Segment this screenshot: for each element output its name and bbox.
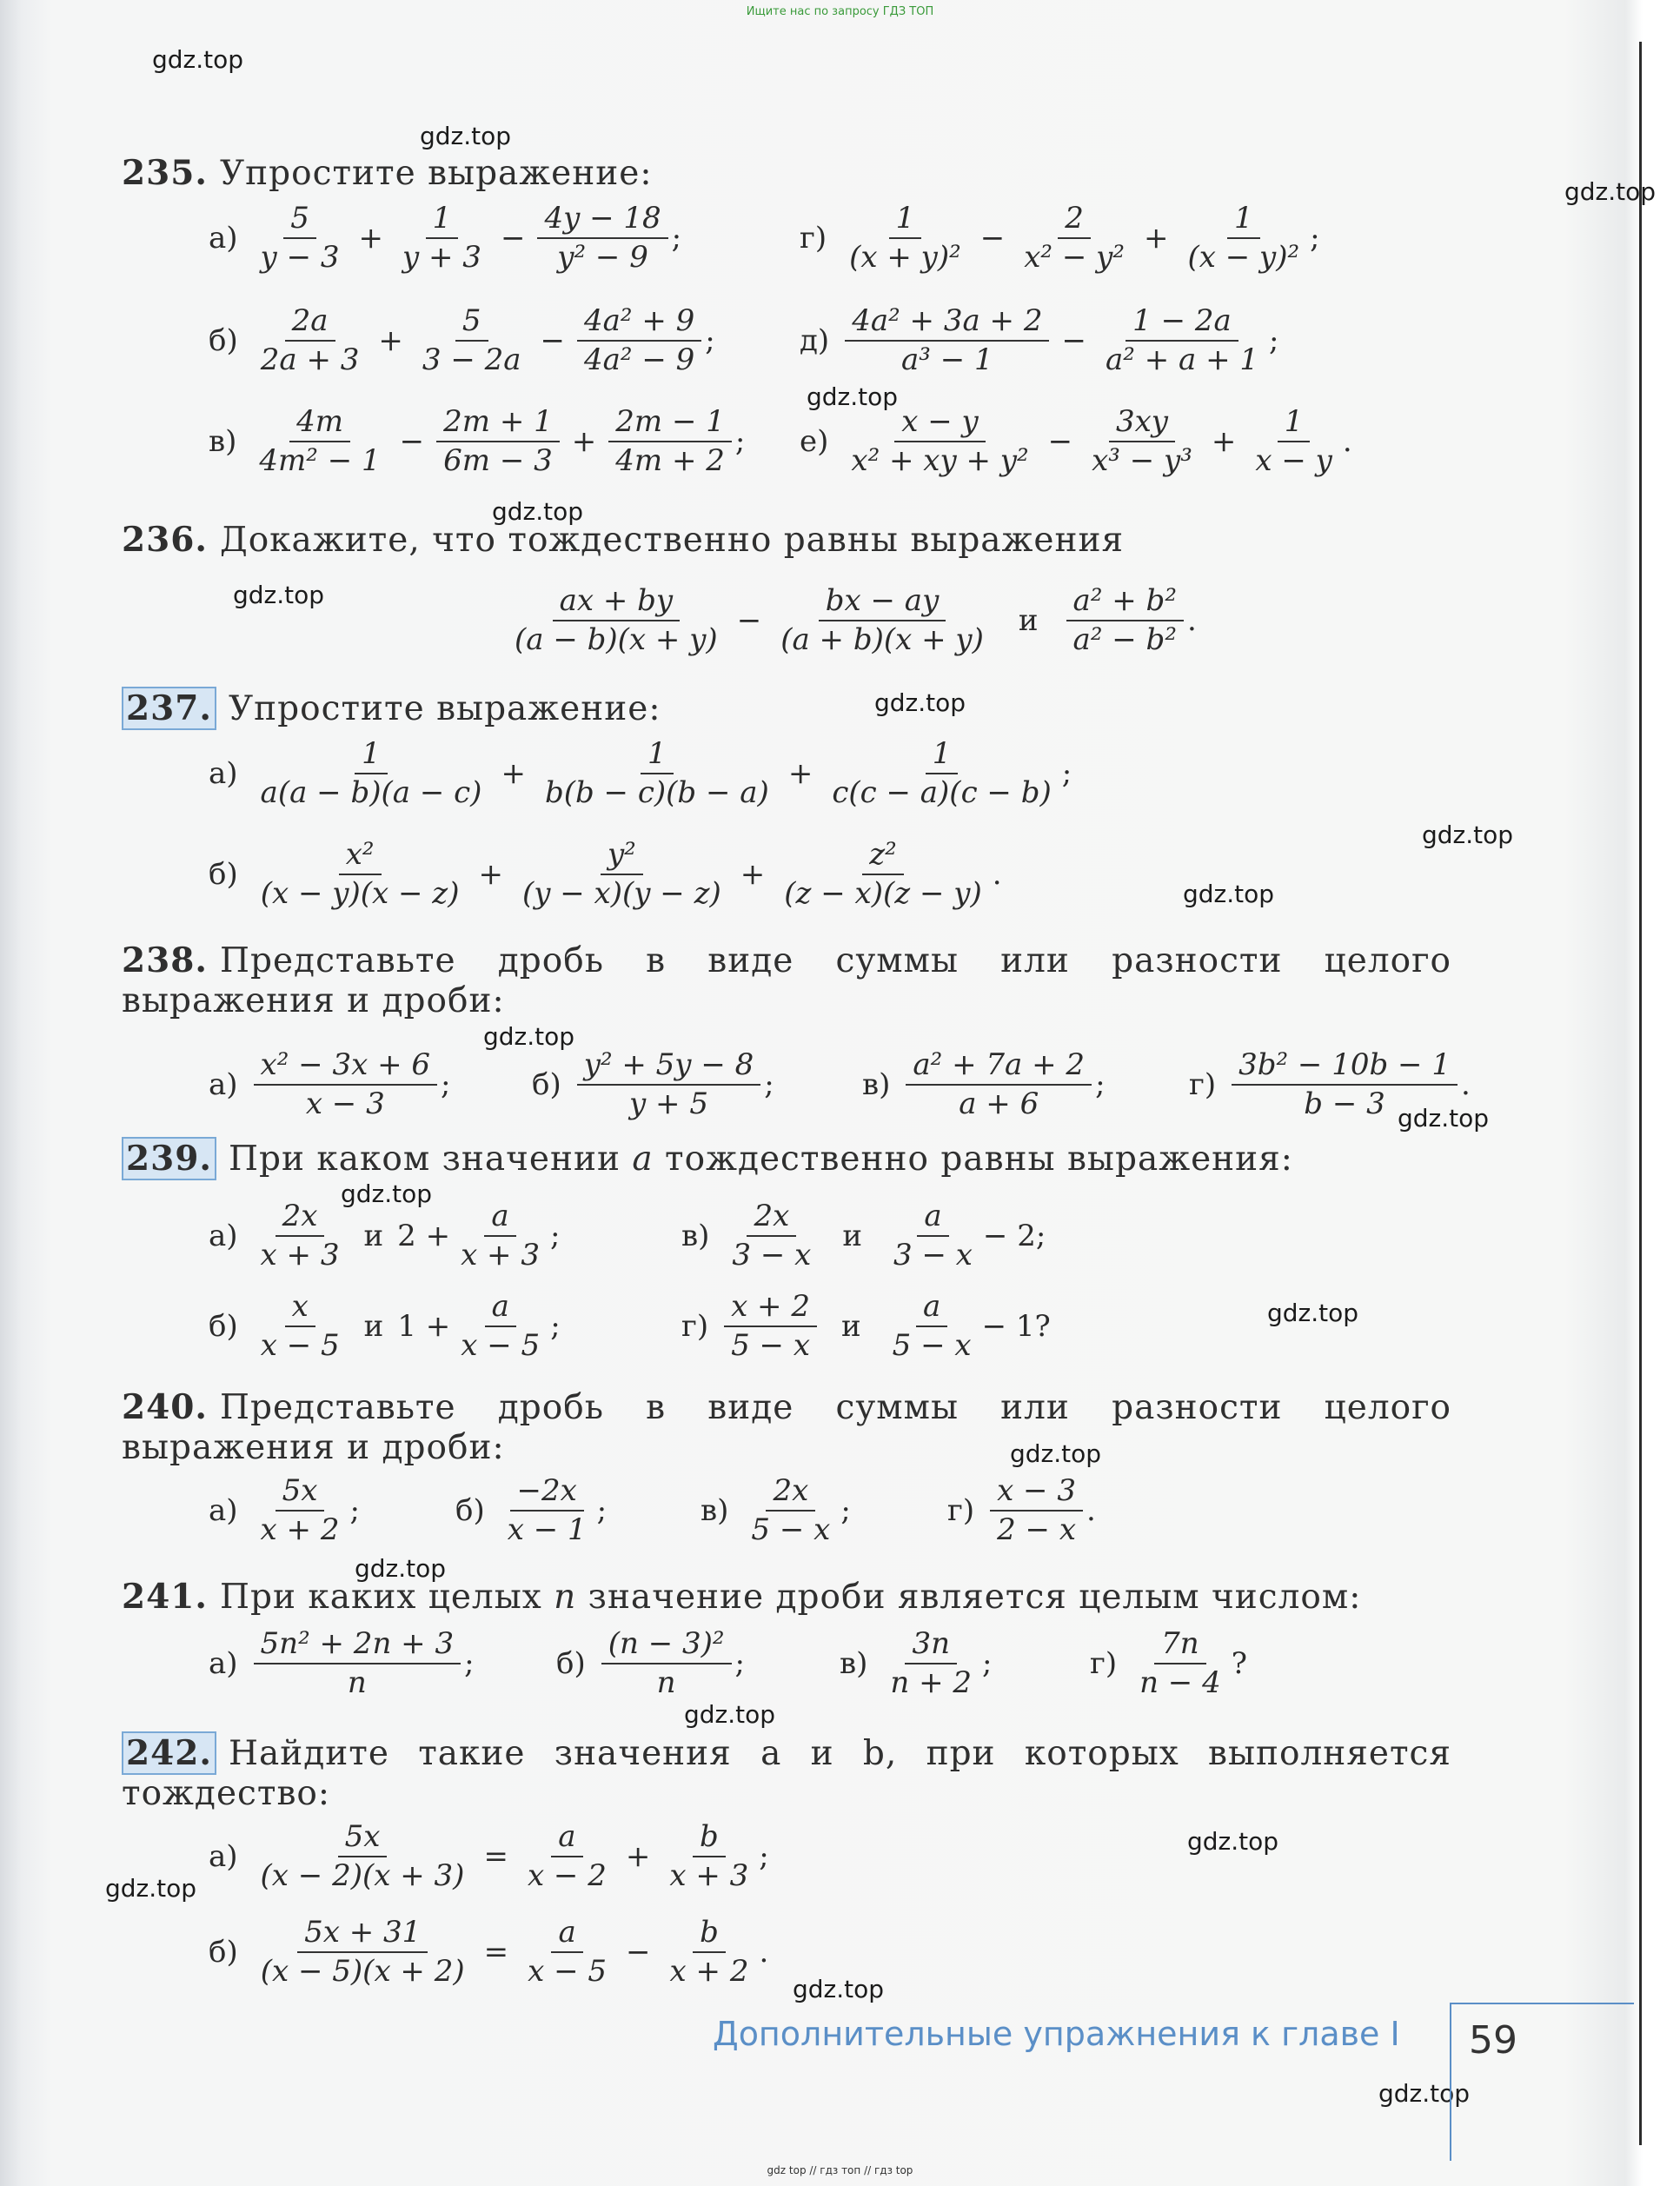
fraction [521,1820,614,1893]
numerator: 3xy [1109,405,1175,442]
problem-235-a: а) $\frac{5}{y - 3}$ + $\frac{1}{y + 3}$ − $\frac{4y - 18}{\text{y² − 9}}$ ; [209,201,682,276]
fraction [725,1199,818,1272]
watermark: gdz.top [355,1554,447,1583]
denominator: a² + a + 1 [1105,342,1258,378]
numerator: x² − 3x + 6 [254,1048,437,1086]
watermark: gdz.top [807,382,899,411]
item-label: в) [701,1493,729,1529]
numerator: a [916,1290,947,1327]
fraction [395,202,488,275]
watermark: gdz.top [1267,1299,1359,1327]
fraction [577,1048,761,1121]
numerator: 1 − 2a [1126,304,1238,342]
numerator: 5n² + 2n + 3 [254,1627,462,1664]
problem-number: 238. [122,940,208,980]
denominator: x³ − y³ [1092,443,1192,479]
watermark: gdz.top [1398,1104,1490,1133]
problem-235-b: б) $\frac{2a}{2a + 3}$ + $\frac{5}{3 - 2a}$ − $\frac{\text{4a² + 9}}{\text{4a² − 9}}$ ; [209,303,715,378]
problem-240-g: г) $\frac{x - 3}{2 - x}$ . [947,1473,1096,1548]
item-label: в) [862,1067,891,1103]
denominator: 5 − x [751,1512,831,1548]
fraction [254,202,347,275]
watermark: gdz.top [1183,880,1275,908]
fraction [1248,405,1339,478]
item-label: а) [209,756,238,792]
denominator: x − 1 [507,1512,587,1548]
fraction [724,1290,817,1363]
item-label: б) [556,1646,586,1682]
fraction [663,1916,756,1989]
fraction [254,737,489,810]
problem-239-a: а) $\frac{2x}{x + 3}$ и 2 + $\frac{a}{x + 3}$ ; [209,1199,561,1273]
problem-238-heading [122,940,1451,1021]
numerator: z² [862,838,904,875]
problem-number: 242. [122,1731,216,1775]
problem-241-g: г) $\frac{7n}{n - 4}$ ? [1090,1626,1247,1701]
numerator: 1 [926,737,959,774]
problem-text: Упростите выражение: [229,689,661,728]
fraction [906,1048,1092,1121]
problem-236-expression: $\frac{ax + by}{(a - b)(x + y)}$ − $\frac{bx - ay}{(a + b)(x + y)}$ и $\frac{\text{a² + b²}}{\text{a² − b²}}$ . [504,584,1197,657]
fraction [254,1290,347,1363]
expression-tail: − 2; [982,1219,1046,1254]
numerator: x − y [894,405,986,442]
fraction [1099,304,1265,377]
fraction [254,1916,472,1989]
fraction [777,838,988,911]
denominator: (x − y)(x − z) [260,876,460,912]
fraction [845,304,1049,377]
item-label: а) [209,1219,238,1254]
problem-240-a: а) $\frac{5x}{x + 2}$ ; [209,1473,360,1548]
numerator: 2m + 1 [436,405,560,442]
problem-number: 236. [122,520,208,560]
numerator: 5x [276,1474,325,1512]
page-number: 59 [1469,2018,1517,2063]
problem-240-v: в) $\frac{2x}{5 - x}$ ; [701,1473,851,1548]
problem-text: Представьте дробь в виде суммы или разности целого выражения и дроби: [122,1388,1451,1467]
denominator: a + 6 [959,1086,1039,1122]
denominator: 2 − x [997,1512,1076,1548]
fraction [254,1048,437,1121]
numerator: a² + b² [1066,584,1184,621]
denominator: (a − b)(x + y) [515,622,718,658]
problem-236-heading [122,520,1451,561]
item-label: б) [455,1493,485,1529]
chapter-footer-title: Дополнительные упражнения к главе I [713,2015,1400,2053]
denominator: (x − 5)(x + 2) [260,1954,465,1990]
problem-242-heading [122,1733,1451,1814]
denominator: a² − b² [1072,622,1177,658]
denominator: 4m + 2 [615,443,725,479]
problem-241-a: а) $\frac{\text{5n² + 2n + 3}}{n}$ ; [209,1626,475,1701]
watermark: gdz.top [793,1975,885,2003]
fraction [1066,584,1184,657]
problem-242-b: б) $\frac{5x + 31}{(x - 5)(x + 2)}$ = $\frac{a}{x - 5}$ − $\frac{b}{x + 2}$ . [209,1915,769,1990]
fraction [608,405,732,478]
fraction [744,1474,837,1547]
denominator: a³ − 1 [901,342,993,378]
fraction [254,1627,462,1700]
fraction [501,1474,594,1547]
numerator: 4m [289,405,350,442]
numerator: (n − 3)² [601,1627,732,1664]
denominator: (x − 2)(x + 3) [260,1858,465,1894]
conjunction: и [363,1309,384,1345]
numerator: 1 [1227,202,1260,239]
fraction [254,1474,347,1547]
fraction [774,584,991,657]
numerator: 5x [338,1820,388,1857]
item-label: б) [209,1309,238,1345]
denominator: x − 2 [527,1858,607,1894]
expression-lead: 1 + [397,1309,451,1345]
watermark: gdz.top [1422,821,1514,849]
fraction [254,304,367,377]
fraction [252,405,387,478]
denominator: x + 2 [260,1512,340,1548]
denominator: b(b − c)(b − a) [544,775,769,811]
numerator: 3b² − 10b − 1 [1232,1048,1458,1086]
denominator: 6m − 3 [443,443,553,479]
watermark: gdz.top [492,497,584,526]
numerator: a [551,1916,582,1953]
fraction [515,838,728,911]
problem-text: При каком значении [229,1140,621,1179]
numerator: x [285,1290,315,1327]
denominator: (z − x)(z − y) [784,876,982,912]
problem-239-g [681,1290,1051,1363]
problem-text: Упростите выражение: [220,154,653,193]
numerator: a² + 7a + 2 [906,1048,1092,1086]
numerator: 2m − 1 [608,405,732,442]
fraction [254,1820,472,1893]
denominator: x + 3 [260,1238,340,1273]
denominator: b − 3 [1304,1086,1385,1122]
expression-tail: − 1? [981,1309,1051,1345]
fraction [1180,202,1306,275]
item-label: а) [209,1067,238,1103]
numerator: 1 [426,202,459,239]
numerator: 2 [1058,202,1091,239]
problem-235-d: д) $\frac{\text{4a² + 3a + 2}}{\text{a³ − 1}}$ − $\frac{1 - 2a}{\text{a² + a + 1}}$ ; [800,303,1279,378]
numerator: 2x [766,1474,815,1512]
variable: n [554,1578,577,1617]
denominator: x − 5 [260,1328,340,1364]
numerator: 4a² + 9 [577,304,701,342]
fraction [454,1290,547,1363]
watermark: gdz.top [1378,2079,1471,2108]
denominator: n − 4 [1139,1665,1221,1701]
problem-number: 237. [122,687,216,730]
item-label: а) [209,221,238,256]
denominator: c(c − a)(c − b) [832,775,1052,811]
problem-237-heading [122,688,1451,729]
denominator: 5 − x [731,1328,810,1364]
watermark: gdz.top [684,1700,776,1729]
problem-235-heading [122,153,1451,194]
denominator: 4m² − 1 [259,443,381,479]
watermark: gdz.top [1187,1827,1279,1856]
denominator: x − 5 [528,1954,608,1990]
item-label: б) [532,1067,561,1103]
numerator: b [693,1916,726,1953]
denominator: 2a + 3 [260,342,360,378]
numerator: 5x + 31 [297,1916,428,1953]
item-label: г) [1090,1646,1118,1682]
denominator: (x − y)² [1187,240,1300,276]
fraction [521,1916,614,1989]
numerator: 5 [455,304,488,342]
problem-240-b: б) $\frac{-2x}{x - 1}$ ; [455,1473,608,1548]
problem-text: При каких целых [220,1578,542,1617]
numerator: ax + by [553,584,681,621]
numerator: a [484,1199,515,1237]
item-label: в) [681,1219,710,1254]
item-label: г) [681,1309,709,1345]
item-label: в) [209,424,237,460]
item-label: а) [209,1646,238,1682]
conjunction: и [1018,603,1039,639]
fraction [990,1474,1083,1547]
numerator: x − 3 [990,1474,1083,1512]
fraction [842,202,968,275]
fraction [1232,1048,1458,1121]
numerator: bx − ay [819,584,946,621]
fraction [662,1820,755,1893]
denominator: 4a² − 9 [584,342,695,378]
problem-235-e: е) $\frac{x - y}{\text{x² + xy + y²}}$ − $\frac{3xy}{\text{x³ − y³}}$ + $\frac{1}{x - y}$ . [800,404,1352,479]
problem-241-b: б) $\frac{\text{(n − 3)²}}{n}$ ; [556,1626,745,1701]
numerator: −2x [510,1474,584,1512]
problem-text: тождественно равны выражения: [665,1140,1293,1179]
item-label: в) [840,1646,868,1682]
denominator: x + 3 [461,1238,540,1273]
denominator: y + 3 [402,240,481,276]
fraction [436,405,560,478]
denominator: (x + y)² [849,240,961,276]
fraction [1085,405,1199,478]
item-label: г) [947,1493,975,1529]
numerator: 5 [283,202,316,239]
numerator: 4a² + 3a + 2 [845,304,1049,342]
conjunction: и [363,1219,384,1254]
fraction [254,838,467,911]
problem-235-v: в) $\frac{4m}{\text{4m² − 1}}$ − $\frac{2m + 1}{6m - 3}$ + $\frac{2m - 1}{4m + 2}$ ; [209,404,746,479]
variable: a [632,1140,654,1179]
fraction [844,405,1035,478]
problem-238-b: б) $\frac{\text{y² + 5y − 8}}{y + 5}$ ; [532,1047,774,1122]
denominator: x − 3 [305,1086,385,1122]
watermark: gdz.top [233,581,325,609]
denominator: x − y [1255,443,1332,479]
watermark: gdz.top [1010,1439,1102,1468]
denominator: n + 2 [890,1665,973,1701]
denominator: n [656,1665,676,1701]
denominator: a(a − b)(a − c) [260,775,482,811]
fraction [825,737,1058,810]
problem-number: 235. [122,153,208,193]
problem-text: Найдите такие значения a и b, при которых выполняется тождество: [122,1734,1451,1813]
footer-note: gdz top // гдз топ // гдз top [767,2164,913,2176]
problem-text: Докажите, что тождественно равны выражения [220,521,1125,560]
denominator: y + 5 [629,1086,708,1122]
numerator: 2a [285,304,335,342]
fraction [415,304,528,377]
numerator: 4y − 18 [537,202,667,239]
problem-text: Представьте дробь в виде суммы или разности целого выражения и дроби: [122,941,1451,1020]
item-label: а) [209,1839,238,1875]
denominator: x² + xy + y² [851,443,1029,479]
header-note: Ищите нас по запросу ГДЗ ТОП [746,5,934,18]
numerator: a [485,1290,516,1327]
watermark: gdz.top [105,1874,197,1903]
fraction [883,1627,979,1700]
problem-number: 241. [122,1577,208,1617]
denominator: x + 2 [669,1954,749,1990]
denominator: x − 5 [461,1328,541,1364]
fraction [454,1199,547,1272]
numerator: x² [339,838,382,875]
denominator: 3 − 2a [422,342,521,378]
denominator: x + 3 [669,1858,749,1894]
problem-238-g: г) $\frac{\text{3b² − 10b − 1}}{b - 3}$ . [1189,1047,1471,1122]
fraction [886,1199,979,1272]
watermark: gdz.top [420,122,512,150]
problem-number: 240. [122,1387,208,1427]
problem-239-heading [122,1139,1451,1179]
conjunction: и [841,1309,861,1345]
numerator: 3n [905,1627,957,1664]
problem-241-v: в) $\frac{3n}{n + 2}$ ; [840,1626,993,1701]
problem-241-heading [122,1577,1451,1618]
item-label: б) [209,857,238,893]
fraction [1132,1627,1228,1700]
numerator: 1 [641,737,674,774]
fraction [508,584,725,657]
numerator: y² [601,838,643,875]
problem-237-a: а) $\frac{1}{a(a - b)(a - c)}$ + $\frac{1}{b(b - c)(b - a)}$ + $\frac{1}{c(c - a)(c - b)}$ ; [209,736,1072,811]
denominator: x² − y² [1024,240,1125,276]
problem-242-a: а) $\frac{5x}{(x - 2)(x + 3)}$ = $\frac{a}{x - 2}$ + $\frac{b}{x + 3}$ ; [209,1819,769,1894]
expression-lead: 2 + [397,1219,451,1254]
numerator: x + 2 [724,1290,817,1327]
problem-235-g: г) $\frac{1}{\text{(x + y)²}}$ − $\frac{2}{\text{x² − y²}}$ + $\frac{1}{\text{(x − y)²}}$ ; [800,201,1320,276]
item-label: е) [800,424,829,460]
page-spine-line [1639,42,1642,2145]
denominator: n [347,1665,367,1701]
watermark: gdz.top [483,1022,575,1051]
watermark: gdz.top [1564,177,1657,206]
denominator: (y − x)(y − z) [521,876,721,912]
denominator: (a + b)(x + y) [780,622,984,658]
problem-238-v: в) $\frac{\text{a² + 7a + 2}}{a + 6}$ ; [862,1047,1106,1122]
numerator: b [693,1820,726,1857]
item-label: г) [800,221,827,256]
problem-number: 239. [122,1137,216,1180]
numerator: a [551,1820,582,1857]
watermark: gdz.top [152,45,244,74]
problem-239-v [681,1199,1046,1272]
fraction [886,1290,979,1363]
problem-240-heading [122,1387,1451,1468]
denominator: 5 − x [892,1328,972,1364]
problem-237-b: б) $\frac{\text{x²}}{(x - y)(x - z)}$ + $\frac{\text{y²}}{(y - x)(y - z)}$ + $\frac{\text{z²}}{(z - x)(z - y)}$ . [209,837,1002,912]
numerator: 2x [276,1199,325,1237]
denominator: 3 − x [893,1238,973,1273]
numerator: 7n [1154,1627,1206,1664]
fraction [538,737,776,810]
fraction [577,304,701,377]
watermark: gdz.top [874,688,966,717]
numerator: 1 [889,202,922,239]
numerator: a [917,1199,948,1237]
numerator: 2x [747,1199,796,1237]
item-label: б) [209,1935,238,1970]
fraction [537,202,667,275]
denominator: 3 − x [732,1238,812,1273]
denominator: y − 3 [260,240,340,276]
fraction [601,1627,732,1700]
watermark: gdz.top [341,1179,433,1208]
problem-text: значение дроби является целым числом: [588,1578,1362,1617]
fraction [254,1199,347,1272]
problem-238-a: а) $\frac{\text{x² − 3x + 6}}{x - 3}$ ; [209,1047,451,1122]
item-label: а) [209,1493,238,1529]
item-label: д) [800,323,830,359]
problem-239-b: б) $\frac{x}{x - 5}$ и 1 + $\frac{a}{x - 5}$ ; [209,1289,561,1364]
denominator: y² − 9 [557,240,648,276]
conjunction: и [842,1219,862,1254]
numerator: y² + 5y − 8 [577,1048,761,1086]
item-label: б) [209,323,238,359]
item-label: г) [1189,1067,1217,1103]
numerator: 1 [1278,405,1311,442]
numerator: 1 [355,737,388,774]
fraction [1017,202,1132,275]
